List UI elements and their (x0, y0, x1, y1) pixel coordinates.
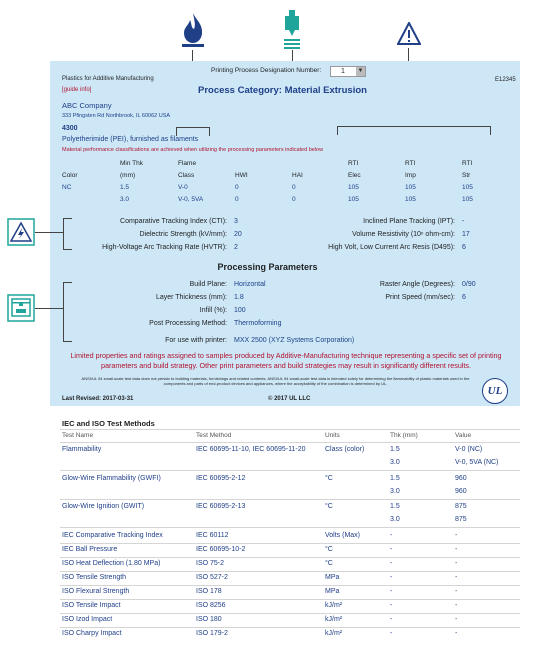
methods-cell: ISO 178 (196, 588, 222, 595)
methods-cell: - (455, 602, 458, 609)
methods-cell: 3.0 (390, 488, 400, 495)
methods-cell: - (455, 546, 458, 553)
methods-cell: ISO Heat Deflection (1.80 MPa) (62, 560, 161, 567)
methods-cell: - (390, 602, 393, 609)
material-description: Polyetherimide (PEI), furnished as filaments (62, 136, 199, 143)
ansi-disclaimer: ANSI/UL 94 small-scale test data does not pertain to building materials, furnishings and related contents. ANSI/UL 94 small-scale test data is intended solely for determining the flammability of plastic materials used in the components and parts of end-product devices and appliances, where the acceptability of the combination is determined by UL. (81, 376, 470, 386)
left-title: Plastics for Additive Manufacturing (62, 76, 154, 82)
methods-cell: Volts (Max) (325, 532, 361, 539)
methods-cell: Glow-Wire Flammability (GWFI) (62, 475, 161, 482)
methods-cell: 875 (455, 503, 467, 510)
flame-icon (180, 12, 206, 48)
methods-cell: - (390, 588, 393, 595)
methods-cell: V-0, 5VA (NC) (455, 459, 499, 466)
row-divider (60, 613, 520, 614)
methods-cell: IEC 60112 (196, 532, 229, 539)
methods-cell: 960 (455, 475, 467, 482)
methods-cell: - (455, 588, 458, 595)
methods-cell: IEC Comparative Tracking Index (62, 532, 163, 539)
methods-cell: - (390, 546, 393, 553)
methods-cell: 960 (455, 488, 467, 495)
methods-cell: kJ/m² (325, 602, 343, 609)
copyright: © 2017 UL LLC (268, 396, 311, 402)
methods-cell: kJ/m² (325, 630, 343, 637)
methods-cell: Glow-Wire Ignition (GWIT) (62, 503, 145, 510)
methods-title: IEC and ISO Test Methods (62, 419, 155, 428)
row-divider (60, 527, 520, 528)
methods-cell: 1.5 (390, 503, 400, 510)
file-code: E12345 (495, 77, 516, 83)
row-divider (60, 599, 520, 600)
methods-cell: °C (325, 475, 333, 482)
methods-cell: ISO Tensile Impact (62, 602, 121, 609)
methods-cell: Flammability (62, 446, 102, 453)
process-category: Process Category: Material Extrusion (198, 85, 367, 96)
methods-cell: MPa (325, 588, 340, 595)
methods-cell: 3.0 (390, 516, 400, 523)
row-divider (60, 585, 520, 586)
methods-cell: - (455, 574, 458, 581)
performance-note: Material performance classifications are achieved when utilizing the processing parameters indicated below (62, 147, 324, 153)
methods-cell: ISO 8256 (196, 602, 226, 609)
methods-cell: MPa (325, 574, 340, 581)
electrical-hazard-icon (7, 218, 35, 246)
row-divider (60, 627, 520, 628)
ul-logo: UL (482, 378, 508, 404)
methods-cell: ISO 527-2 (196, 574, 228, 581)
designation-label: Printing Process Designation Number: (211, 67, 322, 74)
methods-cell: ISO Tensile Strength (62, 574, 127, 581)
methods-cell: - (390, 616, 393, 623)
company-name: ABC Company (62, 101, 112, 110)
warning-icon (397, 22, 421, 46)
row-divider (60, 571, 520, 572)
methods-cell: IEC 60695-11-10, IEC 60695-11-20 (196, 446, 306, 453)
row-divider (60, 543, 520, 544)
methods-cell: 875 (455, 516, 467, 523)
methods-cell: IEC 60695-2-13 (196, 503, 246, 510)
methods-cell: IEC 60695-10-2 (196, 546, 246, 553)
guide-info-link[interactable]: [guide info] (62, 87, 92, 93)
methods-cell: - (390, 574, 393, 581)
company-address: 333 Pfingsten Rd Northbrook, IL 60062 USA (62, 113, 171, 119)
methods-cell: ISO Charpy Impact (62, 630, 122, 637)
methods-cell: ISO 179-2 (196, 630, 228, 637)
methods-cell: V-0 (NC) (455, 446, 483, 453)
methods-cell: 1.5 (390, 446, 400, 453)
methods-cell: - (455, 630, 458, 637)
extruder-icon (281, 10, 303, 50)
methods-cell: ISO 75-2 (196, 560, 225, 567)
methods-cell: IEC 60695-2-12 (196, 475, 246, 482)
methods-cell: - (455, 532, 458, 539)
designation-select[interactable]: 1 ▼ (330, 66, 366, 77)
row-divider (60, 499, 520, 500)
methods-cell: ISO Izod Impact (62, 616, 113, 623)
row-divider (60, 470, 520, 471)
printer-icon (7, 294, 35, 322)
methods-cell: - (455, 560, 458, 567)
methods-cell: Class (color) (325, 446, 365, 453)
methods-cell: °C (325, 546, 333, 553)
methods-cell: - (390, 630, 393, 637)
methods-cell: - (455, 616, 458, 623)
methods-cell: IEC Ball Pressure (62, 546, 118, 553)
processing-title: Processing Parameters (217, 262, 318, 272)
grade-number: 4300 (62, 125, 78, 132)
methods-cell: - (390, 532, 393, 539)
chevron-down-icon: ▼ (357, 68, 364, 74)
methods-cell: kJ/m² (325, 616, 343, 623)
methods-cell: ISO Flexural Strength (62, 588, 130, 595)
limited-disclaimer: Limited properties and ratings assigned to samples produced by Additive-Manufacturing technique representing a specific set of printing parameters and build strategy. Other print parameters and build strategies may result in significantly different results. (70, 351, 502, 370)
row-divider (60, 557, 520, 558)
last-revised: Last Revised: 2017-03-31 (62, 396, 134, 402)
methods-cell: 3.0 (390, 459, 400, 466)
methods-cell: - (390, 560, 393, 567)
methods-cell: °C (325, 503, 333, 510)
methods-cell: ISO 180 (196, 616, 222, 623)
methods-cell: 1.5 (390, 475, 400, 482)
methods-cell: °C (325, 560, 333, 567)
